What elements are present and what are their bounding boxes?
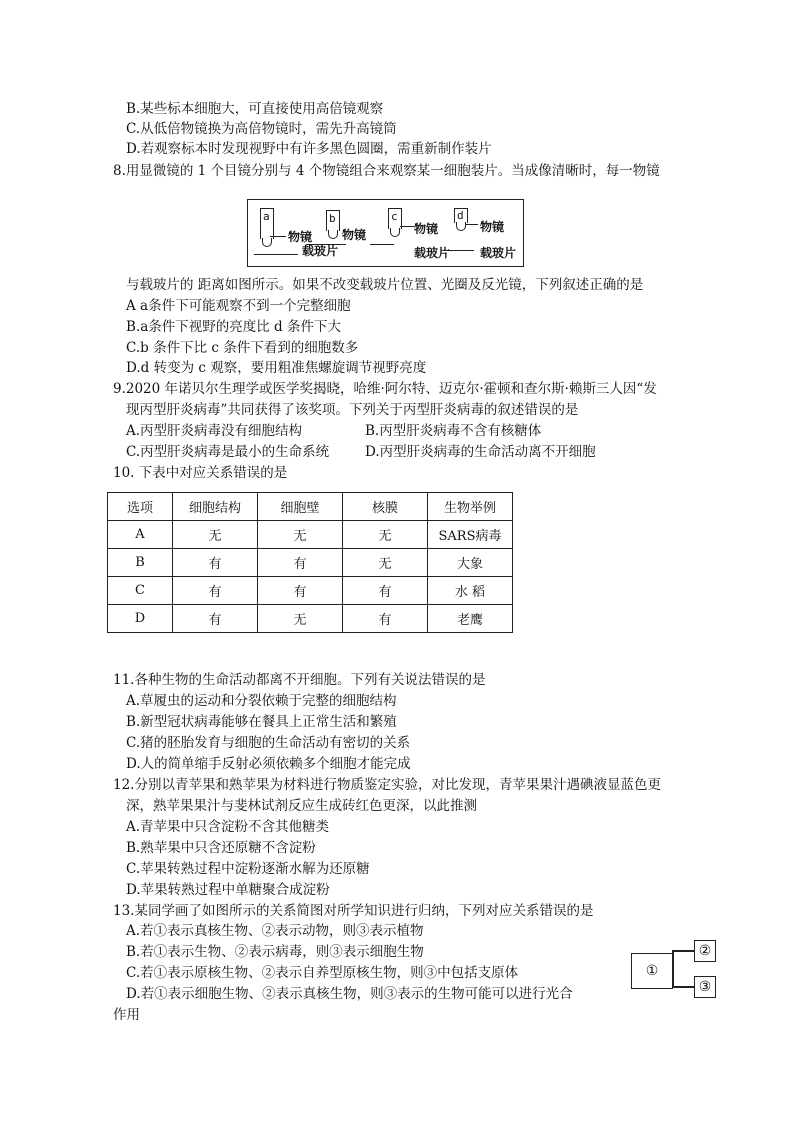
table-cell: A (108, 521, 173, 549)
objective-c-letter: c (391, 210, 398, 223)
objective-a-letter: a (263, 210, 270, 223)
diagram-box-3: ③ (694, 976, 716, 998)
diagram-box-1: ① (631, 953, 673, 989)
q8-option-a: A a条件下可能观察不到一个完整细胞 (126, 298, 351, 314)
q13-option-d-continued: 作用 (113, 1007, 140, 1023)
q9-stem-line2: 现丙型肝炎病毒”共同获得了该奖项。下列关于丙型肝炎病毒的叙述错误的是 (126, 402, 579, 418)
q13-option-c: C.若①表示原核生物、②表示自养型原核生物，则③中包括支原体 (126, 965, 519, 981)
table-cell: 无 (173, 521, 258, 549)
table-cell: 有 (343, 577, 428, 605)
table-header: 核膜 (343, 493, 428, 521)
slide-a (254, 254, 298, 255)
table-cell: B (108, 549, 173, 577)
slide-label-b: 载玻片 (414, 246, 451, 260)
table-cell: 有 (173, 577, 258, 605)
table-row (108, 521, 513, 549)
q12-stem-line1: 12.分别以青苹果和熟苹果为材料进行物质鉴定实验，对比发现，青苹果果汁遇碘液显蓝色更 (113, 777, 661, 793)
q7-option-b: B.某些标本细胞大，可直接使用高倍镜观察 (126, 101, 384, 117)
q8-microscope-figure (247, 199, 524, 267)
q13-option-a: A.若①表示真核生物、②表示动物，则③表示植物 (126, 923, 424, 939)
q9-option-d: D.丙型肝炎病毒的生命活动离不开细胞 (365, 444, 596, 460)
table-cell: 有 (343, 605, 428, 633)
q10-table (107, 492, 513, 633)
q11-option-a: A.草履虫的运动和分裂依赖于完整的细胞结构 (126, 693, 397, 709)
objective-label-b: 物镜 (342, 228, 367, 242)
table-cell: 无 (258, 605, 343, 633)
table-header: 生物举例 (428, 493, 513, 521)
table-cell: 有 (258, 577, 343, 605)
q11-stem: 11.各种生物的生命活动都离不开细胞。下列有关说法错误的是 (113, 672, 486, 688)
q12-stem-line2: 深，熟苹果果汁与斐林试剂反应生成砖红色更深，以此推测 (126, 798, 477, 814)
q12-option-c: C.苹果转熟过程中淀粉逐渐水解为还原糖 (126, 861, 370, 877)
table-cell: 水 稻 (428, 577, 513, 605)
q9-option-c: C.丙型肝炎病毒是最小的生命系统 (126, 444, 330, 460)
slide-label-c: 载玻片 (480, 246, 517, 260)
q9-option-a: A.丙型肝炎病毒没有细胞结构 (126, 423, 303, 439)
q13-stem: 13.某同学画了如图所示的关系简图对所学知识进行归纳，下列对应关系错误的是 (113, 903, 594, 919)
table-cell: 无 (343, 521, 428, 549)
q7-option-c: C.从低倍物镜换为高倍物镜时，需先升高镜筒 (126, 121, 397, 137)
table-cell: 大象 (428, 549, 513, 577)
table-cell: 有 (258, 549, 343, 577)
objective-label-a: 物镜 (288, 230, 313, 244)
objective-d-letter: d (457, 209, 464, 222)
table-row (108, 577, 513, 605)
table-row (108, 605, 513, 633)
slide-c (370, 244, 394, 245)
objective-label-c: 物镜 (414, 222, 439, 236)
table-header-row (108, 493, 513, 521)
q8-option-c: C.b 条件下比 c 条件下看到的细胞数多 (126, 340, 359, 356)
table-cell: 有 (173, 605, 258, 633)
table-cell: 老鹰 (428, 605, 513, 633)
table-cell: D (108, 605, 173, 633)
table-cell: 无 (258, 521, 343, 549)
q9-option-b: B.丙型肝炎病毒不含有核糖体 (365, 423, 542, 439)
q8-stem-line1: 8.用显微镜的 1 个目镜分别与 4 个物镜组合来观察某一细胞装片。当成像清晰时，每一物镜 (113, 163, 660, 179)
table-cell: SARS病毒 (428, 521, 513, 549)
diagram-connector-top (672, 950, 694, 952)
q12-option-b: B.熟苹果中只含还原糖不含淀粉 (126, 840, 316, 856)
q8-option-b: B.a条件下视野的亮度比 d 条件下大 (126, 319, 341, 335)
q7-option-d: D.若观察标本时发现视野中有许多黑色圆圈，需重新制作装片 (126, 141, 492, 157)
q12-option-d: D.苹果转熟过程中单糖聚合成淀粉 (126, 882, 330, 898)
q8-stem-line2: 与载玻片的 距离如图所示。如果不改变载玻片位置、光圈及反光镜，下列叙述正确的是 (126, 277, 644, 293)
table-cell: C (108, 577, 173, 605)
q8-option-d: D.d 转变为 c 观察，要用粗准焦螺旋调节视野亮度 (126, 360, 427, 376)
q11-option-b: B.新型冠状病毒能够在餐具上正常生活和繁殖 (126, 714, 397, 730)
table-cell: 有 (173, 549, 258, 577)
q10-stem: 10. 下表中对应关系错误的是 (113, 465, 288, 481)
q13-option-d: D.若①表示细胞生物、②表示真核生物，则③表示的生物可能可以进行光合 (126, 986, 573, 1002)
slide-label-a: 载玻片 (302, 244, 339, 258)
objective-b-letter: b (329, 212, 336, 225)
q9-stem-line1: 9.2020 年诺贝尔生理学或医学奖揭晓，哈维·阿尔特、迈克尔·霍顿和查尔斯·赖斯三人因“发 (113, 381, 657, 397)
table-row (108, 549, 513, 577)
q11-option-d: D.人的简单缩手反射必须依赖多个细胞才能完成 (126, 756, 411, 772)
objective-label-d: 物镜 (480, 220, 505, 234)
table-header: 细胞壁 (258, 493, 343, 521)
diagram-connector-vertical (672, 950, 674, 987)
table-header: 细胞结构 (173, 493, 258, 521)
table-header: 选项 (108, 493, 173, 521)
q13-option-b: B.若①表示生物、②表示病毒，则③表示细胞生物 (126, 944, 424, 960)
table-cell: 无 (343, 549, 428, 577)
slide-d (444, 250, 474, 251)
q12-option-a: A.青苹果中只含淀粉不含其他糖类 (126, 819, 330, 835)
diagram-box-2: ② (694, 940, 716, 962)
q11-option-c: C.猪的胚胎发育与细胞的生命活动有密切的关系 (126, 735, 411, 751)
diagram-connector-bottom (672, 986, 694, 988)
